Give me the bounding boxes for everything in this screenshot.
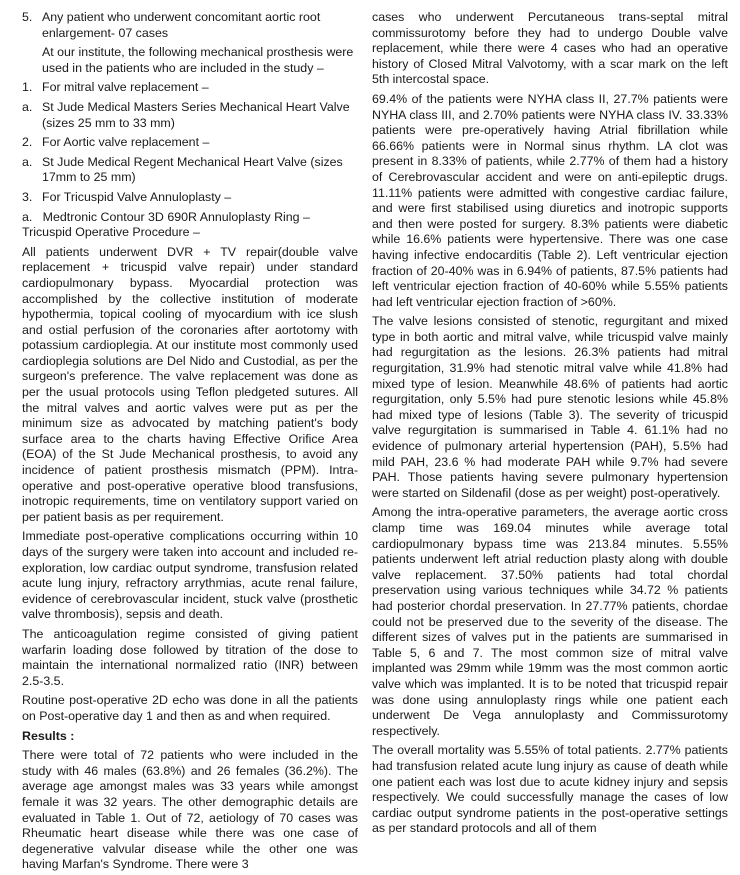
list-marker: 5. xyxy=(22,10,33,24)
list-text: For Tricuspid Valve Annuloplasty – xyxy=(42,189,232,204)
tricuspid-ring-paragraph xyxy=(22,210,358,241)
anticoagulation-paragraph: The anticoagulation regime consisted of giving patient warfarin loading dose followed by titration of the dose to maintain the international normalized ratio (INR) between 2.5-3.5. xyxy=(22,626,358,688)
echo-paragraph: Routine post-operative 2D echo was done in all the patients on Post-operative day 1 and then as and when required. xyxy=(22,693,358,723)
list-item xyxy=(22,80,358,96)
results-paragraph: There were total of 72 patients who were included in the study with 46 males (63.8%) and 26 females (36.2%). The average age amongst males was 33 years while amongst female it was 32 years. The other demographic details are evaluated in Table 1. Out of 72, aetiology of 70 cases was Rheumatic heart disease while there was one case of degenerative valvular disease while the other one was having Marfan's Syndrome. There were 3 xyxy=(22,748,358,872)
list-text: Any patient who underwent concomitant aortic root enlargement- 07 cases xyxy=(42,10,321,40)
lesions-paragraph: The valve lesions consisted of stenotic, regurgitant and mixed type in both aortic and mitral valve, while tricuspid valve mainly had regurgitation as the lesions. 26.3% patients had mitral regurgitation, 31.9% had stenotic mitral valve while 41.8% had mixed type of lesion. Meanwhile 48.6% of patients had aortic regurgitation, only 5.5% had pure stenotic lesions while 45.8% had mixed type of lesions (Table 3). The severity of tricuspid valve regurgitation is summarised in Table 4. 61.1% had no evidence of pulmonary arterial hypertension (PAH), 5.5% had mild PAH, 23.6 % had moderate PAH while 9.7% had severe PAH. Those patients having severe pulmonary hypertension were started on Sildenafil (dose as per weight) post-operatively. xyxy=(372,314,728,500)
list-text: For mitral valve replacement – xyxy=(42,80,209,95)
exclusion-item-5 xyxy=(22,10,358,41)
history-paragraph: cases who underwent Percutaneous trans-septal mitral commissurotomy before they had to undergo Double valve replacement, while there were 4 cases who had an operative history of Closed Mitral Valvotomy, with a scar mark on the left 5th intercostal space. xyxy=(372,10,728,87)
list-text: St Jude Medical Regent Mechanical Heart Valve (sizes 17mm to 25 mm) xyxy=(42,154,343,185)
mortality-paragraph: The overall mortality was 5.55% of total patients. 2.77% patients had transfusion related acute lung injury as cause of death while one patient each was lost due to acute kidney injury and sepsis respectively. We could successfully manage the cases of low cardiac output syndrome patients in the post-operative settings as per standard protocols and all of them xyxy=(372,743,728,836)
right-column xyxy=(372,10,728,875)
prosthesis-intro: At our institute, the following mechanical prosthesis were used in the patients who are included in the study – xyxy=(42,45,354,75)
procedure-paragraph: All patients underwent DVR + TV repair(double valve replacement + tricuspid valve repair) under standard cardiopulmonary bypass. Myocardial protection was accomplished by the collective institution of moderate hypothermia, topical cooling of myocardium with ice slush and ostial perfusion of the coronaries after aortotomy with potassium cardioplegia. At our institute most commonly used cardioplegia solutions are Del Nido and Custodial, as per the surgeon's preference. The valve replacement was done as per the usual protocols using Teflon pledgeted sutures. All the mitral valves and aortic valves were put as per the minimum size as advocated by matching patient's body surface area to the charts having Effective Orifice Area (EOA) of the St Jude Mechanical prosthesis, to avoid any incidence of patient prosthesis mismatch (PPM). Intra-operative and post-operative operative blood transfusions, inotropic requirements, time on ventilatory support varied on per patient basis as per requirement. xyxy=(22,244,358,524)
nyha-paragraph: 69.4% of the patients were NYHA class II, 27.7% patients were NYHA class III, and 2.70% patients were NYHA class IV. 33.33% patients were pre-operatively having Atrial fibrillation while 66.66% patients were in Normal sinus rhythm. LA clot was present in 8.33% of patients, while 2.77% of them had a history of Cerebrovascular accident and were on anti-epileptic drugs. 11.11% patients were admitted with congestive cardiac failure, and were first stabilised using diuretics and inotropic supports and then were posted for surgery. 8.3% patients were diabetic while 16.6% patients were hypertensive. There was one case having infective endocarditis (Table 2). Left ventricular ejection fraction of 20-40% was in 6.94% of patients, 87.5% patients had left ventricular ejection fraction of 40-60% while 5.55% patients had left ventricular ejection fraction of >60%. xyxy=(372,91,728,309)
list-item xyxy=(22,190,358,206)
intraoperative-paragraph: Among the intra-operative parameters, the average aortic cross clamp time was 169.04 minutes while average total cardiopulmonary bypass time was 213.84 minutes. 5.55% patients underwent left atrial reduction plasty along with double valve replacement. 37.50% patients had total chordal preservation using various techniques while 34.72 % patients had posterior chordal preservation. In 27.77% patients, chordae could not be preserved due to the severity of the disease. The different sizes of valves put in the patients are summarised in Table 5, 6 and 7. The most common size of mitral valve implanted was 29mm while 19mm was the most common aortic valve which was implanted. It is to be noted that tricuspid repair was done using annuloplasty rings while one patient each underwent De Vega annuloplasty and Commissurotomy respectively. xyxy=(372,505,728,738)
list-item xyxy=(22,100,358,131)
list-marker: a. xyxy=(22,209,33,224)
tricuspid-ring-text: Medtronic Contour 3D 690R Annuloplasty Ring – Tricuspid Operative Procedure – xyxy=(22,209,310,240)
left-column xyxy=(22,10,358,875)
list-item xyxy=(22,155,358,186)
results-heading: Results : xyxy=(22,728,75,743)
list-marker: a. xyxy=(22,99,33,114)
list-marker: 1. xyxy=(22,80,33,95)
list-marker: 3. xyxy=(22,189,33,204)
list-marker: 2. xyxy=(22,135,33,150)
complications-paragraph: Immediate post-operative complications occurring within 10 days of the surgery were taken into account and included re-exploration, low cardiac output syndrome, transfusion related acute lung injury, refractory arrythmias, acute renal failure, evidence of cerebrovascular incident, stuck valve (prosthetic valve thrombosis), sepsis and death. xyxy=(22,529,358,622)
list-marker: a. xyxy=(22,154,33,169)
list-text: For Aortic valve replacement – xyxy=(42,135,210,150)
list-item xyxy=(22,135,358,151)
list-text: St Jude Medical Masters Series Mechanical Heart Valve (sizes 25 mm to 33 mm) xyxy=(42,99,350,130)
